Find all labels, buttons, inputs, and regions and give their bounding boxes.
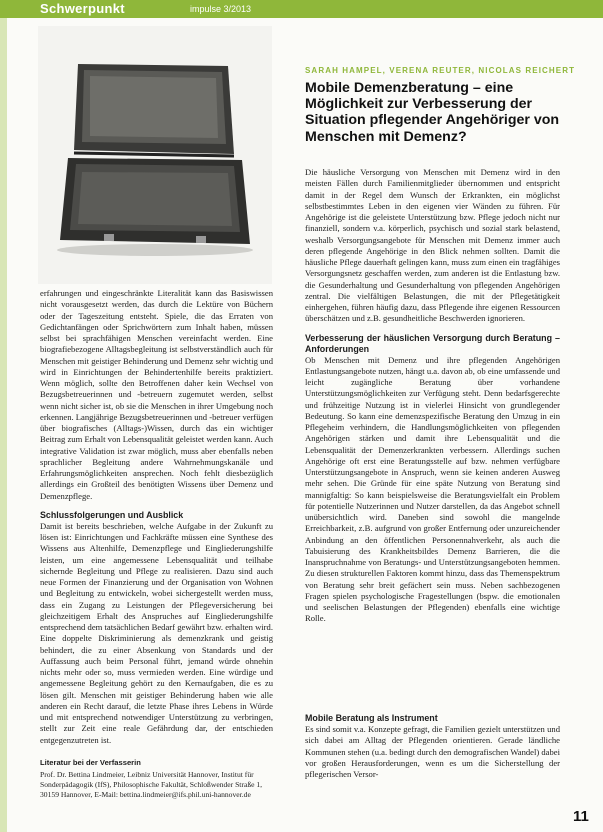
section1-text: Ob Menschen mit Demenz und ihre pflegenden Angehörigen Entlastungsangebote nutzen, hängt u.a. davon ab, ob eine umfassende und leicht zugängliche Beratung über vorhandene Unterstützungsmöglichkeiten zur Verfügung steht. Denn bedarfsgerechte und frühzeitige Nutzung ist in vielerlei Hinsicht von grundlegender Bedeutung. So kann eine demenzspezifische Beratung den Umzug in ein Pflegeheim verhindern, die Handlungsmöglichkeiten von pflegenden Angehörigen stärken und damit ihre Lebensqualität und die Lebensqualität der Demenzerkrankten verbessern. Allerdings suchen Angehörige oft erst eine Beratungsstelle auf bzw. nehmen verfügbare Unterstützungsangebote in Anspruch, wenn sie keinen anderen Ausweg mehr sehen. Die Gründe für eine späte Nutzung von Beratung sind mannigfaltig: So kann beispielsweise die Beratungsvielfalt ein Problem für potentielle Nutzerinnen und Nutzer darstellen, da das Angebot schnell unübersichtlich wird. Daneben sind sowohl die mangelnde Erreichbarkeit, z.B. aufgrund von großer Entfernung oder unzureichender Anbindung an den öffentlichen Personennahverkehr, als auch die Tabuisierung des Krankheitsbildes Demenz Barrieren, die die Inanspruchnahme von Beratungs- und Unterstützungsangeboten hemmen. Zu diesen strukturellen Faktoren kommt hinzu, dass das Themenspektrum von Beratung sehr breit gefächert sein muss. Neben sachbezogenen Fragen spielen psychologische Fragestellungen (bspw. die emotionalen und seelischen Belastungen der Pflegenden) ebenfalls eine wichtige Rolle.	[305, 354, 560, 624]
literature-text: Prof. Dr. Bettina Lindmeier, Leibniz Universität Hannover, Institut für Sonderpädagogik (IfS), Philosophische Fakultät, Schloßwender Straße 1, 30159 Hannover, E-Mail: bettina.lindmeier@ifs.phil.uni-hannover.de	[40, 770, 263, 799]
section2-text: Es sind somit v.a. Konzepte gefragt, die Familien gezielt unterstützen und sich dabei am Alltag der Pflegenden orientieren. Gerade ländliche Kommunen stehen (u.a. bedingt durch den demografischen Wandel) dabei vor großen Herausforderungen, wenn es um die Sicherstellung der pflegerischen Versor-	[305, 724, 560, 779]
right-column	[305, 167, 560, 625]
left-column	[40, 288, 273, 746]
intro-text: Die häusliche Versorgung von Menschen mit Demenz wird in den meisten Fällen durch Familienmitglieder übernommen und entspricht damit in der Regel dem Wunsch der Erkrankten, ein möglichst selbstbestimmtes Leben in den eigenen vier Wänden zu führen. Für Angehörige ist die geleistete Unterstützung bzw. Pflege jedoch nicht nur finanziell, sondern v.a. körperlich, psychisch und sozial stark belastend, weshalb Versorgungsangebote für Menschen mit Demenz immer auch deren pflegende Angehörige in den Blick nehmen sollten. Damit die häusliche Pflege dauerhaft gelingen kann, muss zum einen ein tragfähiges Versorgungsnetz geschaffen werden, zum anderen ist die Entlastung bzw. die Gesunderhaltung und Gesunderhaltung von pflegenden Angehörigen zentral. Die vielfältigen Belastungen, die mit der Pflegetätigkeit einhergehen, führen häufig dazu, dass Pflegende ihre eigenen Ressourcen überschätzen und z.B. gesundheitliche Beschwerden ignorieren.	[305, 167, 560, 324]
right-column-lower	[305, 713, 560, 780]
authors-line: SARAH HAMPEL, VERENA REUTER, NICOLAS REICHERT	[305, 66, 576, 75]
section2-heading: Mobile Beratung als Instrument	[305, 713, 438, 723]
section1-heading: Verbesserung der häuslichen Versorgung durch Beratung – Anforderungen	[305, 332, 560, 354]
suitcase-photo	[38, 26, 272, 284]
margin-strip	[0, 18, 7, 832]
page-number: 11	[573, 808, 589, 825]
article-title: Mobile Demenzberatung – eine Möglichkeit zur Verbesserung der Situation pflegender Angehöriger von Menschen mit Demenz?	[305, 80, 560, 145]
issue-label: impulse 3/2013	[190, 4, 252, 14]
literature-heading: Literatur bei der Verfasserin	[40, 758, 141, 767]
section-label: Schwerpunkt	[40, 1, 125, 16]
conclusion-heading: Schlussfolgerungen und Ausblick	[40, 509, 184, 520]
left-column-text: erfahrungen und eingeschränkte Literalität kann das Basiswissen nicht vorausgesetzt werden, das durch die Lektüre von Büchern oder der Tageszeitung entsteht. Spiele, die das Erraten von Gedichtanfängen oder Sprichwörtern zum Inhalt haben, müssen selbst bei sprachfähigen Menschen vereinfacht werden. Eine biografiebezogene Alltagsbegleitung ist selbstverständlich auch für Menschen mit geistiger Behinderung und Demenz sehr wichtig und wird in Einrichtungen der Behindertenhilfe bereits praktiziert. Wenn möglich, sollte den Betroffenen daher kein Wechsel von Bezugsbetreuerinnen und -betreuern zugemutet werden, selbst wenn nicht sicher ist, ob sie die Menschen in ihrer Umgebung noch erkennen. Langjährige Bezugsbetreuerinnen und -betreuer verfügen über biografisches (Alltags-)Wissen, durch das ein wichtiger Beitrag zum Erhalt von Lebensqualität geleistet werden kann. Auch integrative Validation ist zwar möglich, muss aber ebenfalls neben sprachlicher Begleitung andere Wahrnehmungskanäle und Erfahrungsmöglichkeiten ansprechen. Noch fehlt diesbezüglich allerdings ein Großteil des benötigten Wissens über Demenz und Demenzpflege.	[40, 288, 273, 501]
conclusion-text: Damit ist bereits beschrieben, welche Aufgabe in der Zukunft zu lösen ist: Einrichtungen und Fachkräfte müssen eine Synthese des Wissens aus Altenhilfe, Demenzpflege und Eingliederungshilfe leisten, um eine angemessene Lebensqualität und teilhabe sichernde Begleitung und Pflege zu realisieren. Dazu sind auch neue Formen der Finanzierung und der Organisation von Wohnen und Begleitung zu entwickeln, wobei sichergestellt werden muss, dass ein Zugang zu Leistungen der Pflegeversicherung bei gleichzeitigem Erhalt des Anspruches auf Eingliederungshilfe entsprechend dem tatsächlichen Bedarf gewährt bzw. erhalten wird. Eine doppelte Diskriminierung als demenzkrank und geistig behindert, die zu einer Absenkung von Standards und der Auffassung auch beim Personal führt, jemand würde ohnehin nichts mehr oder so, muss vermieden werden. Eine würdige und angemessene Begleitung gehört zu den Kernaufgaben, die es zu lösen gilt. Menschen mit geistiger Behinderung haben wie alle anderen ein Recht darauf, die letzte Phase ihres Lebens in Würde und mit entsprechend notwendiger Unterstützung zu verbringen, stellt zur Zeit eine reale Gefährdung dar, der entschieden entgegenzutreten ist.	[40, 520, 273, 745]
header-bar	[0, 0, 603, 18]
literature-box	[40, 758, 280, 800]
